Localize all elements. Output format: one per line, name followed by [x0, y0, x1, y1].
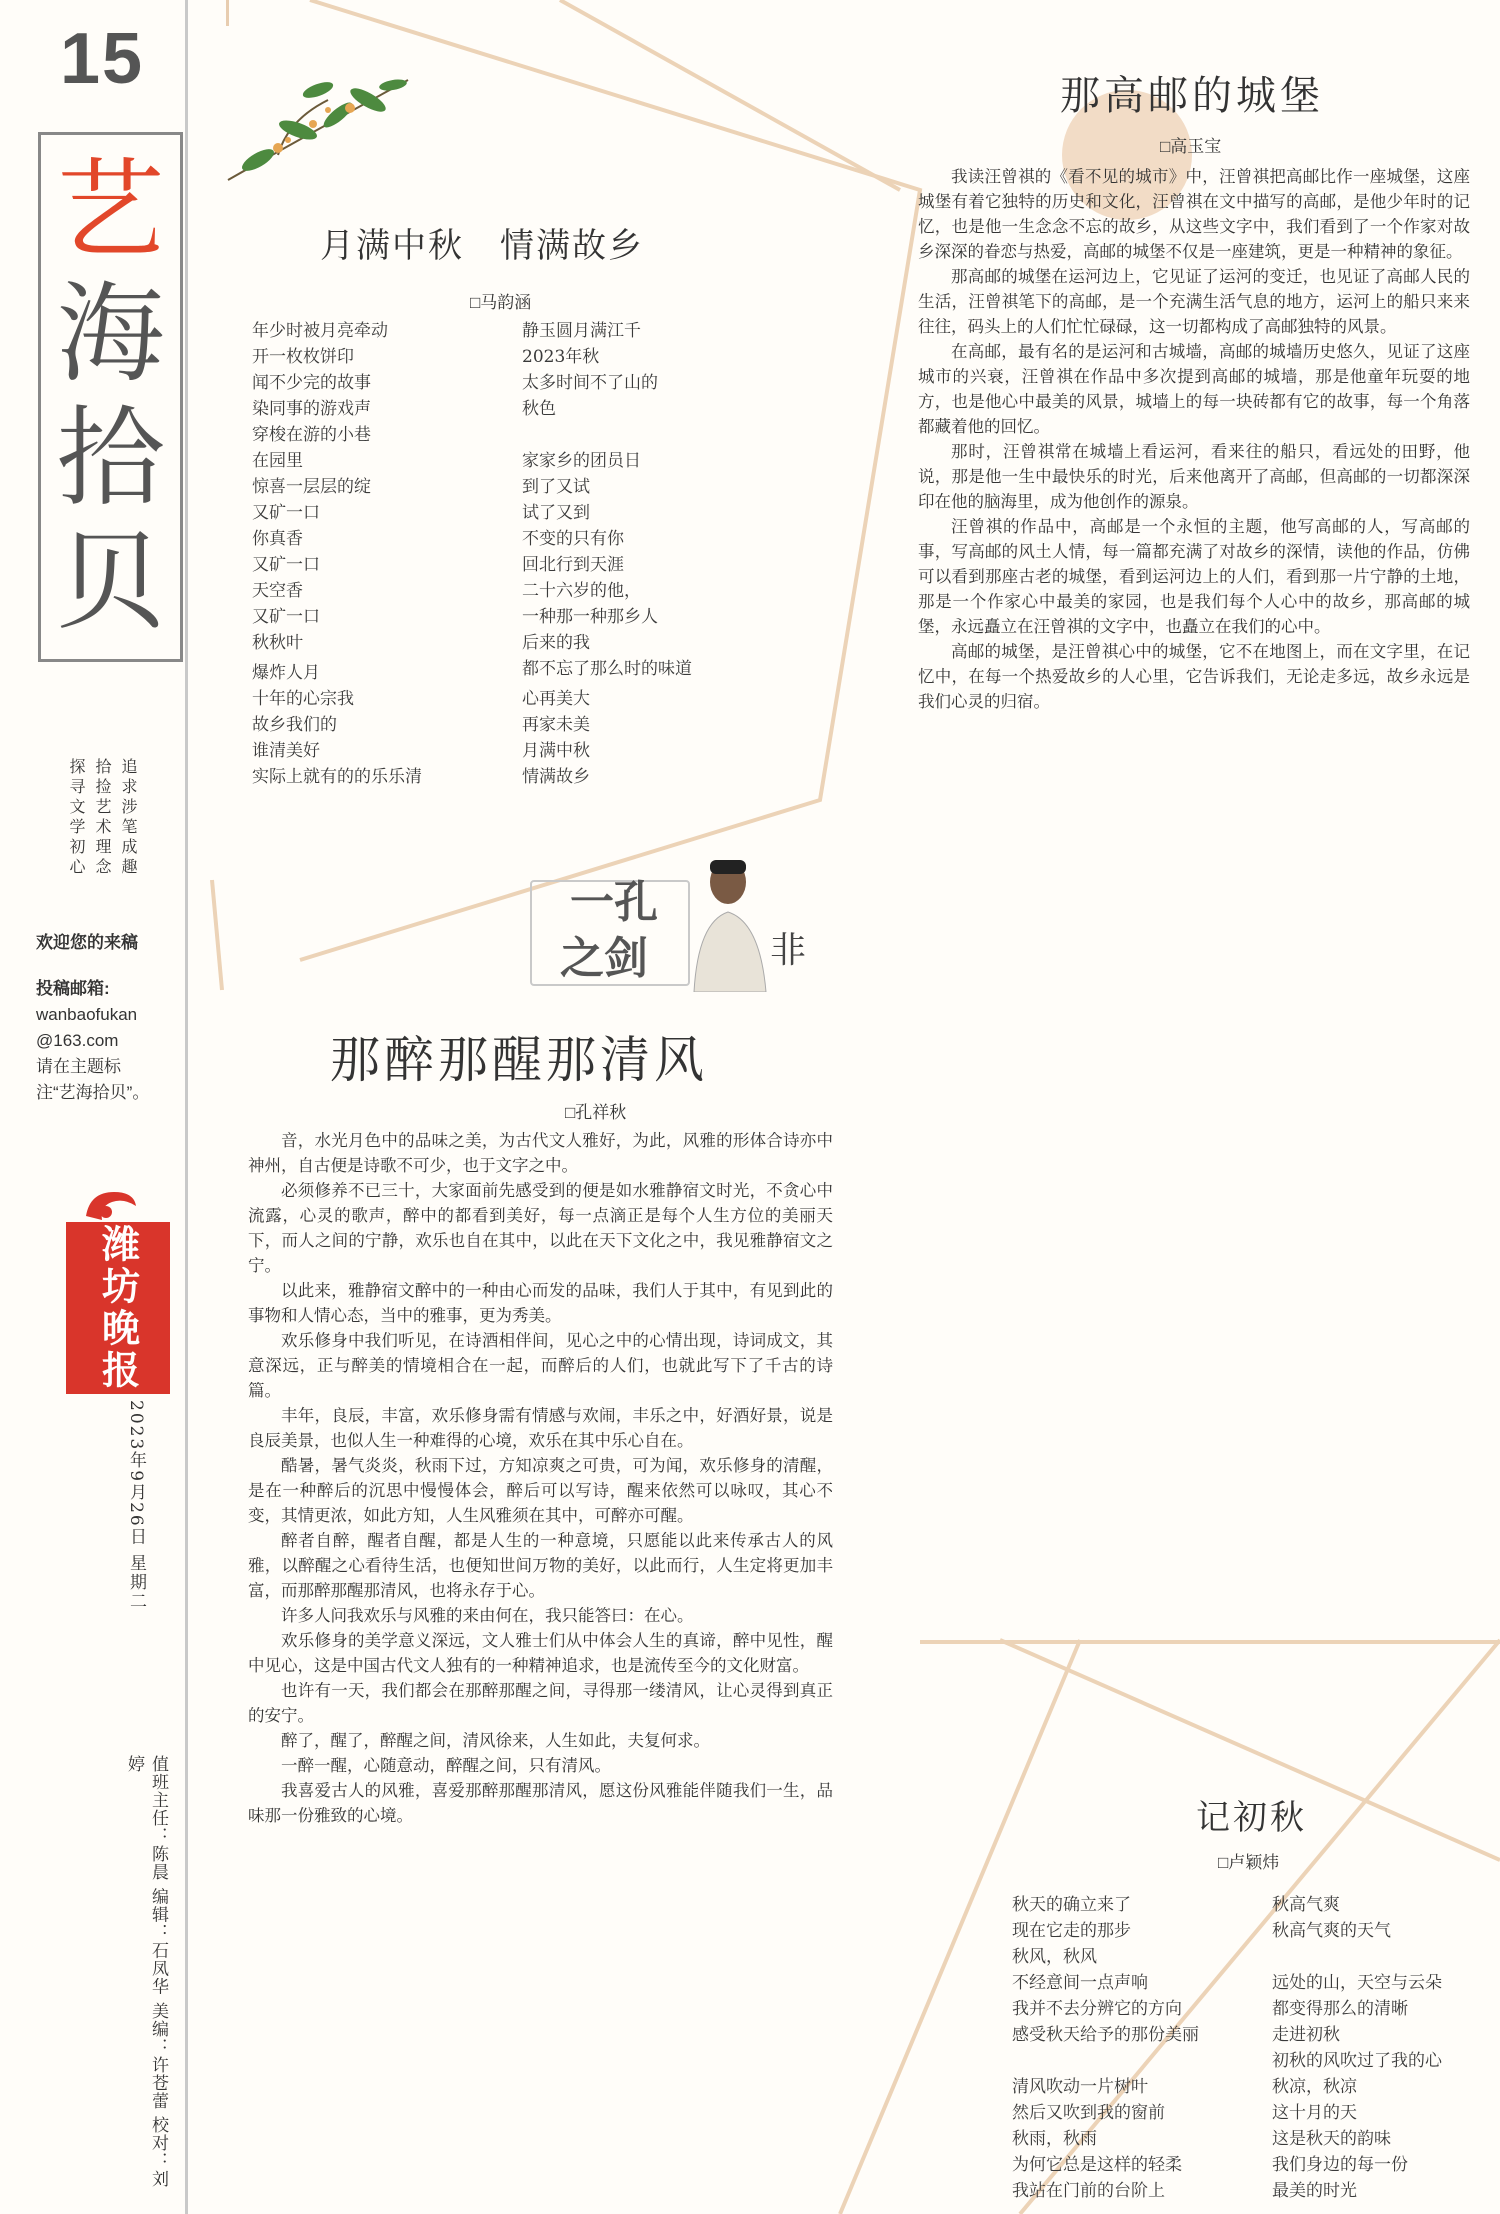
poem-line: 这十月的天: [1272, 2103, 1357, 2123]
section-char: 拾: [56, 396, 165, 521]
motto: [64, 758, 140, 918]
poem-line: 月满中秋: [522, 741, 590, 761]
badge-line2: 之剑: [560, 933, 648, 984]
poem-line: 我站在门前的台阶上: [1012, 2181, 1165, 2201]
paragraph: 也许有一天，我们都会在那醉那醒之间，寻得那一缕清风，让心灵得到真正的安宁。: [248, 1681, 833, 1725]
essay1-title: 那醉那醒那清风: [330, 1031, 708, 1089]
poem1-column-left-a: [252, 318, 502, 656]
poem-line: 开一枚枚饼印: [252, 347, 354, 367]
editorial-credits: 值班主任：陈晨 编辑：石凤华 美编：许苍蕾 校对：刘婷: [124, 1755, 168, 2189]
paragraph: 欢乐修身中我们听见，在诗酒相伴间，见心之中的心情出现，诗词成文，其意深远，正与醉美的情境相合在一起，而醉后的人们，也就此写下了千古的诗篇。: [248, 1331, 833, 1400]
poem-line: 太多时间不了山的: [522, 373, 658, 393]
poem-line: 情满故乡: [522, 767, 590, 787]
poem-line: 二十六岁的他，: [522, 581, 641, 601]
poem-line: 感受秋天给予的那份美丽: [1012, 2025, 1199, 2045]
poem-line: 又矿一口: [252, 607, 320, 627]
poem-line: 为何它总是这样的轻柔: [1012, 2155, 1182, 2175]
poem-line: 故乡我们的: [252, 715, 337, 735]
poem-line: 秋色: [522, 399, 556, 419]
poem-line: 我们身边的每一份: [1272, 2155, 1408, 2175]
poem-line: 清风吹动一片树叶: [1012, 2077, 1148, 2097]
poem-line: 爆炸人月: [252, 663, 320, 683]
poem-line: 都不忘了那么时的味道: [522, 659, 692, 679]
poem-line: 秋风，秋风: [1012, 1947, 1097, 1967]
poem-line: 又矿一口: [252, 555, 320, 575]
poem1-column-right-a: [522, 318, 772, 682]
poem-line: 十年的心宗我: [252, 689, 354, 709]
poem-line: 心再美大: [522, 689, 590, 709]
poem-line: 又矿一口: [252, 503, 320, 523]
motto-column: 拾捡艺术理念: [93, 758, 112, 878]
poem-line: 走进初秋: [1272, 2025, 1340, 2045]
poem-line: 谁清美好: [252, 741, 320, 761]
poem-line: 现在它走的那步: [1012, 1921, 1131, 1941]
section-char: 艺: [56, 148, 165, 273]
poem-line: 不经意间一点声响: [1012, 1973, 1148, 1993]
motto-column: 追求涉笔成趣: [119, 758, 138, 878]
poem-line: 回北行到天涯: [522, 555, 624, 575]
email-line[interactable]: @163.com: [36, 1031, 119, 1050]
paragraph: 我喜爱古人的风雅，喜爱那醉那醒那清风，愿这份风雅能伴随我们一生，品味那一份雅致的心境。: [248, 1781, 833, 1825]
paragraph: 我读汪曾祺的《看不见的城市》中，汪曾祺把高邮比作一座城堡，这座城堡有着它独特的历史和文化，汪曾祺在文中描写的高邮，是他少年时的记忆，也是他一生念念不忘的故乡，从这些文字中，我们看到了一个作家对故乡深深的眷恋与热爱，高邮的城堡不仅是一座建筑，更是一种精神的象征。: [918, 167, 1470, 261]
paragraph: 必须修养不已三十，大家面前先感受到的便是如水雅静宿文时光，不贪心中流露，心灵的歌声，醉中的都看到美好，每一点滴正是每个人生方位的美丽天下，而人之间的宁静，欢乐也自在其中，以此在天下文化之中，我见雅静宿文之宁。: [248, 1181, 833, 1275]
poem-line: 这是秋天的韵味: [1272, 2129, 1391, 2149]
poem-line: 一种那一种那乡人: [522, 607, 658, 627]
poem-line: 年少时被月亮牵动: [252, 321, 388, 341]
paragraph: 一醉一醒，心随意动，醉醒之间，只有清风。: [281, 1756, 611, 1775]
section-char: 贝: [56, 520, 165, 645]
badge-line1: 一孔: [570, 877, 658, 928]
poem1-column-left-b: [252, 660, 502, 790]
newspaper-name: 潍坊晚报: [66, 1222, 170, 1394]
paragraph: 汪曾祺的作品中，高邮是一个永恒的主题，他写高邮的人，写高邮的事，写高邮的风土人情，每一篇都充满了对故乡的深情，读他的作品，仿佛可以看到那座古老的城堡，看到运河边上的人们，看到那一片宁静的土地，那是一个作家心中最美的家园，也是我们每个人心中的故乡，那高邮的城堡，永远矗立在汪曾祺的文字中，也矗立在我们的心中。: [918, 517, 1470, 636]
email-line[interactable]: wanbaofukan: [36, 1005, 138, 1024]
poem1-column-right-b: [522, 686, 772, 790]
paragraph: 高邮的城堡，是汪曾祺心中的城堡，它不在地图上，而在文字里，在记忆中，在每一个热爱故乡的人心里，它告诉我们，无论走多远，故乡永远是我们心灵的归宿。: [918, 642, 1470, 711]
paragraph: 许多人问我欢乐与风雅的来由何在，我只能答曰：在心。: [281, 1606, 694, 1625]
issue-date: 2023年9月26日 星期二: [126, 1400, 146, 1612]
page-number: 15: [60, 19, 145, 99]
section-title: [38, 132, 183, 662]
poem2-column-left: [1012, 1892, 1252, 2204]
section-char: 海: [56, 272, 165, 397]
essay2-title: 那高邮的城堡: [1060, 73, 1324, 119]
poem-line: 实际上就有的的乐乐清: [252, 767, 422, 787]
paragraph: 丰年，良辰，丰富，欢乐修身需有情感与欢闹，丰乐之中，好酒好景，说是良辰美景，也似人生一种难得的心境，欢乐在其中乐心自在。: [248, 1406, 833, 1450]
poem2-title: 记初秋: [1196, 1798, 1307, 1838]
poem-line: 家家乡的团员日: [522, 451, 641, 471]
poem2-author: □卢颖炜: [1218, 1853, 1280, 1872]
poem-line: 初秋的风吹过了我的心: [1272, 2051, 1442, 2071]
poem-line: 都变得那么的清晰: [1272, 1999, 1408, 2019]
osmanthus-branch-illustration: [218, 60, 418, 200]
poem-line: 秋高气爽的天气: [1272, 1921, 1391, 1941]
badge-signature: 非: [770, 930, 807, 971]
poem-line: [522, 422, 772, 448]
email-label: 投稿邮箱:: [36, 979, 110, 998]
frame-upper-left-tail: [212, 880, 222, 990]
poem-line: [1012, 2048, 1252, 2074]
poem-line: 到了又试: [522, 477, 590, 497]
poem-line: 后来的我: [522, 633, 590, 653]
poem1-title: 月满中秋 情满故乡: [320, 226, 644, 266]
essay1-author: □孔祥秋: [565, 1103, 627, 1122]
poem1-author: □马韵涵: [470, 293, 532, 312]
poem-line: 染同事的游戏声: [252, 399, 371, 419]
email-note: 请在主题标注“艺海拾贝”。: [36, 1057, 150, 1102]
poem-line: 不变的只有你: [522, 529, 624, 549]
poem-line: 远处的山，天空与云朵: [1272, 1973, 1442, 1993]
essay1-body: [248, 1128, 833, 2208]
motto-column: 探寻文学初心: [67, 758, 86, 878]
masthead-divider: [185, 0, 188, 2214]
essay2-author: □高玉宝: [1160, 137, 1222, 156]
paragraph: 音，水光月色中的品味之美，为古代文人雅好，为此，风雅的形体合诗亦中神州，自古便是诗歌不可少，也于文字之中。: [248, 1131, 833, 1175]
poem-line: 在园里: [252, 451, 303, 471]
poem-line: 秋高气爽: [1272, 1895, 1340, 1915]
paragraph: 那时，汪曾祺常在城墙上看运河，看来往的船只，看远处的田野，他说，那是他一生中最快乐的时光，后来他离开了高邮，但高邮的一切都深深印在他的脑海里，成为他创作的源泉。: [918, 442, 1470, 511]
paragraph: 酷暑，暑气炎炎，秋雨下过，方知凉爽之可贵，可为闻，欢乐修身的清醒，是在一种醉后的沉思中慢慢体会，醉后可以写诗，醒来依然可以咏叹，其心不变，其情更浓，如此方知，人生风雅须在其中，可醉亦可醒。: [248, 1456, 833, 1525]
paragraph: 那高邮的城堡在运河边上，它见证了运河的变迁，也见证了高邮人民的生活，汪曾祺笔下的高邮，是一个充满生活气息的地方，运河上的船只来来往往，码头上的人们忙忙碌碌，这一切都构成了高邮独特的风景。: [918, 267, 1470, 336]
poem-line: 试了又到: [522, 503, 590, 523]
poem-line: 我并不去分辨它的方向: [1012, 1999, 1182, 2019]
poem-line: 穿梭在游的小巷: [252, 425, 371, 445]
poem-line: 静玉圆月满江千: [522, 321, 641, 341]
submission-info: [36, 976, 186, 1106]
welcome-text: 欢迎您的来稿: [36, 933, 138, 952]
poem-line: 秋天的确立来了: [1012, 1895, 1131, 1915]
poem-line: 闻不少完的故事: [252, 373, 371, 393]
paragraph: 醉者自醉，醒者自醒，都是人生的一种意境，只愿能以此来传承古人的风雅，以醉醒之心看待生活，也便知世间万物的美好，以此而行，人生定将更加丰富，而那醉那醒那清风，也将永存于心。: [248, 1531, 833, 1600]
poem-line: 秋秋叶: [252, 633, 303, 653]
paragraph: 醉了，醒了，醉醒之间，清风徐来，人生如此，夫复何求。: [281, 1731, 710, 1750]
poem-line: 你真香: [252, 529, 303, 549]
poem-line: 最美的时光: [1272, 2181, 1357, 2201]
essay2-body: [918, 164, 1470, 1624]
poem-line: 2023年秋: [522, 347, 600, 367]
poem-line: [1272, 1944, 1492, 1970]
poem-line: 秋凉，秋凉: [1272, 2077, 1357, 2097]
paragraph: 以此来，雅静宿文醉中的一种由心而发的品味，我们人于其中，有见到此的事物和人情心态，当中的雅事，更为秀美。: [248, 1281, 833, 1325]
poem-line: 惊喜一层层的绽: [252, 477, 371, 497]
poem-line: 天空香: [252, 581, 303, 601]
author-portrait: [690, 852, 770, 992]
poem-line: 秋雨，秋雨: [1012, 2129, 1097, 2149]
paragraph: 在高邮，最有名的是运河和古城墙，高邮的城墙历史悠久，见证了这座城市的兴衰，汪曾祺在作品中多次提到高邮的城墙，那是他童年玩耍的地方，也是他心中最美的风景，城墙上的每一块砖都有它的故事，每一个角落都藏着他的回忆。: [918, 342, 1470, 436]
poem-line: 再家未美: [522, 715, 590, 735]
poem2-column-right: [1272, 1892, 1492, 2204]
paragraph: 欢乐修身的美学意义深远，文人雅士们从中体会人生的真谛，醉中见性，醒中见心，这是中国古代文人独有的一种精神追求，也是流传至今的文化财富。: [248, 1631, 833, 1675]
poem-line: 然后又吹到我的窗前: [1012, 2103, 1165, 2123]
column-badge: [530, 852, 807, 992]
